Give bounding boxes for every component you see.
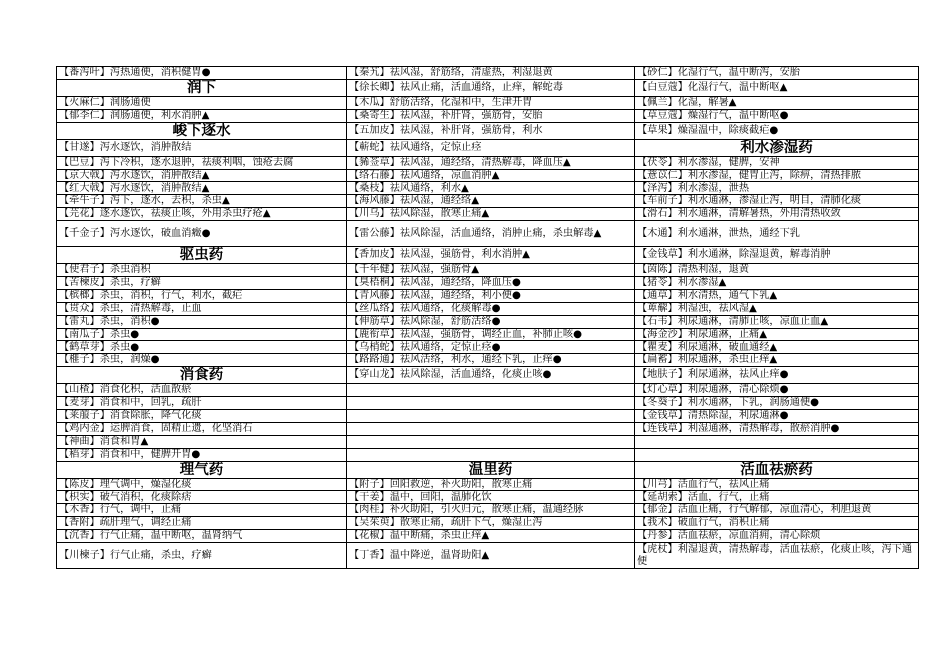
herb-entry: 【附子】回阳救逆，补火助阳，散寒止痛 xyxy=(347,478,635,491)
table-row xyxy=(57,139,919,156)
herb-entry: 【蕲蛇】祛风通络，定惊止痉 xyxy=(347,139,635,156)
herb-entry: 【徐长卿】祛风止痛，活血通络，止痒，解蛇毒 xyxy=(347,79,635,96)
table-row xyxy=(57,277,919,290)
herb-entry: 【香加皮】祛风湿，强筋骨，利水消肿▲ xyxy=(347,247,635,264)
table-row xyxy=(57,221,919,247)
herb-entry: 【苦楝皮】杀虫，疗癣 xyxy=(57,277,347,290)
herb-entry: 【鸡内金】运脾消食，固精止遗，化坚消石 xyxy=(57,422,347,435)
herb-entry: 【草豆蔻】燥湿行气，温中断呕● xyxy=(635,109,919,122)
herb-entry: 【香附】疏肝理气，调经止痛 xyxy=(57,517,347,530)
empty-cell xyxy=(635,435,919,448)
table-row xyxy=(57,543,919,569)
section-header: 驱虫药 xyxy=(57,247,347,264)
herb-entry: 【火麻仁】润肠通便 xyxy=(57,96,347,109)
table-row xyxy=(57,315,919,328)
herb-entry: 【槟榔】杀虫，消积，行气，利水，截疟 xyxy=(57,289,347,302)
herb-entry: 【滑石】利水通淋，清解暑热，外用清热收敛 xyxy=(635,208,919,221)
herb-entry: 【榧子】杀虫，润燥● xyxy=(57,354,347,367)
table-row xyxy=(57,384,919,397)
herb-entry: 【通草】利水清热，通气下乳▲ xyxy=(635,289,919,302)
section-header: 活血祛瘀药 xyxy=(635,461,919,478)
herb-entry: 【莪术】破血行气，消积止痛 xyxy=(635,517,919,530)
herb-entry: 【木香】行气，调中，止痛 xyxy=(57,504,347,517)
empty-cell xyxy=(347,384,635,397)
herb-entry: 【扁蓄】利尿通淋，杀虫止痒▲ xyxy=(635,354,919,367)
herb-entry: 【臭梧桐】祛风湿，通经络，降血压● xyxy=(347,277,635,290)
table-row xyxy=(57,96,919,109)
table-row xyxy=(57,461,919,478)
herb-entry: 【鹿衔草】祛风湿，强筋骨，调经止血，补肺止咳● xyxy=(347,328,635,341)
herb-entry: 【五加皮】祛风湿，补肝肾，强筋骨，利水 xyxy=(347,122,635,139)
herb-entry: 【伸筋草】祛风除湿，舒筋活络● xyxy=(347,315,635,328)
table-row xyxy=(57,448,919,461)
herb-entry: 【千年健】祛风湿，强筋骨▲ xyxy=(347,264,635,277)
herb-entry: 【茵陈】清热利湿，退黄 xyxy=(635,264,919,277)
herb-entry: 【砂仁】化湿行气，温中断泻，安胎 xyxy=(635,67,919,80)
table-row xyxy=(57,156,919,169)
herb-entry: 【川楝子】行气止痛，杀虫，疗癣 xyxy=(57,543,347,569)
herb-entry: 【枳实】破气消积，化痰除痞 xyxy=(57,491,347,504)
empty-cell xyxy=(347,435,635,448)
herb-entry: 【京大戟】泻水逐饮，消肿散结▲ xyxy=(57,169,347,182)
herb-entry: 【灯心草】利尿通淋，清心除烦● xyxy=(635,384,919,397)
herb-entry: 【穿山龙】祛风除湿，活血通络，化痰止咳● xyxy=(347,367,635,384)
herb-entry: 【佩兰】化湿，解暑▲ xyxy=(635,96,919,109)
herb-entry: 【车前子】利水通淋，渗湿止泻，明目，清肺化痰 xyxy=(635,195,919,208)
herb-entry: 【千金子】泻水逐饮，破血消癥● xyxy=(57,221,347,247)
herb-entry: 【金钱草】清热除湿，利尿通淋● xyxy=(635,410,919,423)
table-row xyxy=(57,182,919,195)
herb-entry: 【麦芽】消食和中，回乳，疏肝 xyxy=(57,397,347,410)
herb-entry: 【稻芽】消食和中，健脾开胃● xyxy=(57,448,347,461)
empty-cell xyxy=(347,448,635,461)
herb-entry: 【冬葵子】利水通淋，下乳，润肠通便● xyxy=(635,397,919,410)
herb-entry: 【瞿麦】利尿通淋，破血通经▲ xyxy=(635,341,919,354)
herb-entry: 【川芎】活血行气，祛风止痛 xyxy=(635,478,919,491)
table-row xyxy=(57,79,919,96)
empty-cell xyxy=(347,422,635,435)
herb-entry: 【沉香】行气止痛，温中断呕，温肾纳气 xyxy=(57,530,347,543)
herb-entry: 【丹参】活血祛瘀，凉血消痈，清心除烦 xyxy=(635,530,919,543)
herb-entry: 【金钱草】利水通淋，除湿退黄，解毒消肿 xyxy=(635,247,919,264)
herb-entry: 【石韦】利尿通淋，清肺止咳，凉血止血▲ xyxy=(635,315,919,328)
herb-entry: 【郁金】活血止痛，行气解郁，凉血清心，利胆退黄 xyxy=(635,504,919,517)
herb-entry: 【秦艽】祛风湿，舒筋络，清虚热，利湿退黄 xyxy=(347,67,635,80)
herb-entry: 【路路通】祛风活络，利水，通经下乳，止痒● xyxy=(347,354,635,367)
table-row xyxy=(57,517,919,530)
herb-entry: 【莱菔子】消食除胀，降气化痰 xyxy=(57,410,347,423)
table-row xyxy=(57,530,919,543)
table-row xyxy=(57,341,919,354)
herb-entry: 【萆薢】利湿浊，祛风湿▲ xyxy=(635,302,919,315)
table-row xyxy=(57,208,919,221)
herb-entry: 【芫花】逐水逐饮，祛痰止咳，外用杀虫疗疮▲ xyxy=(57,208,347,221)
table-row xyxy=(57,491,919,504)
empty-cell xyxy=(347,397,635,410)
herb-entry: 【木通】利水通淋，泄热，通经下乳 xyxy=(635,221,919,247)
herb-entry: 【神曲】消食和胃▲ xyxy=(57,435,347,448)
table-row xyxy=(57,422,919,435)
herb-entry: 【青风藤】祛风湿，通经络，利小便● xyxy=(347,289,635,302)
herb-entry: 【泽泻】利水渗湿，泄热 xyxy=(635,182,919,195)
herb-entry: 【番泻叶】泻热通便，消积健胃● xyxy=(57,67,347,80)
herb-entry: 【郁李仁】润肠通便，利水消肿▲ xyxy=(57,109,347,122)
section-header: 峻下逐水 xyxy=(57,122,347,139)
herb-entry: 【牵牛子】泻下，逐水，去积，杀虫▲ xyxy=(57,195,347,208)
section-header: 温里药 xyxy=(347,461,635,478)
table-row xyxy=(57,435,919,448)
herb-entry: 【鹤草芽】杀虫● xyxy=(57,341,347,354)
herb-entry: 【川乌】祛风除湿，散寒止痛▲ xyxy=(347,208,635,221)
herb-entry: 【白豆蔻】化湿行气，温中断呕▲ xyxy=(635,79,919,96)
herb-entry: 【丝瓜络】祛风通络，化痰解毒● xyxy=(347,302,635,315)
herb-entry: 【乌梢蛇】祛风通络，定惊止痉● xyxy=(347,341,635,354)
section-header: 理气药 xyxy=(57,461,347,478)
herb-entry: 【草果】燥湿温中，除痰截疟● xyxy=(635,122,919,139)
table-row xyxy=(57,302,919,315)
table-row xyxy=(57,264,919,277)
table-row xyxy=(57,367,919,384)
table-row xyxy=(57,195,919,208)
table-row xyxy=(57,410,919,423)
section-header: 润下 xyxy=(57,79,347,96)
herb-entry: 【贯众】杀虫，清热解毒，止血 xyxy=(57,302,347,315)
herb-entry: 【山楂】消食化积，活血散瘀 xyxy=(57,384,347,397)
herb-entry: 【陈皮】理气调中，燥湿化痰 xyxy=(57,478,347,491)
table-row xyxy=(57,67,919,80)
herb-entry: 【延胡索】活血，行气，止痛 xyxy=(635,491,919,504)
herb-entry: 【海金沙】利尿通淋，止痛▲ xyxy=(635,328,919,341)
section-header: 利水渗湿药 xyxy=(635,139,919,156)
herb-entry: 【丁香】温中降逆，温肾助阳▲ xyxy=(347,543,635,569)
herb-table-body xyxy=(57,67,919,569)
table-row xyxy=(57,122,919,139)
empty-cell xyxy=(347,410,635,423)
herb-entry: 【桑枝】祛风通络，利水▲ xyxy=(347,182,635,195)
herb-entry: 【红大戟】泻水逐饮，消肿散结▲ xyxy=(57,182,347,195)
herb-entry: 【虎杖】利湿退黄，清热解毒，活血祛瘀，化痰止咳，泻下通便 xyxy=(635,543,919,569)
table-row xyxy=(57,354,919,367)
herb-entry: 【桑寄生】祛风湿，补肝肾，强筋骨，安胎 xyxy=(347,109,635,122)
herb-entry: 【吴茱萸】散寒止痛，疏肝下气，燥湿止泻 xyxy=(347,517,635,530)
herb-entry: 【使君子】杀虫消积 xyxy=(57,264,347,277)
herb-entry: 【豨莶草】祛风湿，通经络，清热解毒，降血压▲ xyxy=(347,156,635,169)
table-row xyxy=(57,169,919,182)
herb-table xyxy=(56,66,919,569)
herb-entry: 【雷公藤】祛风除湿，活血通络，消肿止痛，杀虫解毒▲ xyxy=(347,221,635,247)
herb-entry: 【干姜】温中，回阳，温肺化饮 xyxy=(347,491,635,504)
herb-entry: 【连钱草】利湿通淋，清热解毒，散瘀消肿● xyxy=(635,422,919,435)
table-row xyxy=(57,397,919,410)
herb-entry: 【雷丸】杀虫，消积● xyxy=(57,315,347,328)
section-header: 消食药 xyxy=(57,367,347,384)
herb-entry: 【薏苡仁】利水渗湿，健胃止泻，除痹，清热排脓 xyxy=(635,169,919,182)
table-row xyxy=(57,289,919,302)
herb-entry: 【甘遂】泻水逐饮，消肿散结 xyxy=(57,139,347,156)
herb-entry: 【花椒】温中断痛，杀虫止痒▲ xyxy=(347,530,635,543)
table-row xyxy=(57,504,919,517)
herb-entry: 【肉桂】补火助阳，引火归元，散寒止痛，温通经脉 xyxy=(347,504,635,517)
empty-cell xyxy=(635,448,919,461)
herb-entry: 【猪苓】利水渗湿▲ xyxy=(635,277,919,290)
herb-entry: 【海风藤】祛风湿，通经络▲ xyxy=(347,195,635,208)
table-row xyxy=(57,328,919,341)
herb-entry: 【巴豆】泻下冷积，逐水退肿，祛痰利咽，蚀疮去腐 xyxy=(57,156,347,169)
herb-entry: 【木瓜】舒筋活络，化湿和中，生津开胃 xyxy=(347,96,635,109)
herb-entry: 【茯苓】利水渗湿，健脾，安神 xyxy=(635,156,919,169)
herb-entry: 【南瓜子】杀虫● xyxy=(57,328,347,341)
table-row xyxy=(57,109,919,122)
herb-entry: 【地肤子】利尿通淋，祛风止痒● xyxy=(635,367,919,384)
table-row xyxy=(57,478,919,491)
table-row xyxy=(57,247,919,264)
herb-entry: 【络石藤】祛风通络，凉血消肿▲ xyxy=(347,169,635,182)
